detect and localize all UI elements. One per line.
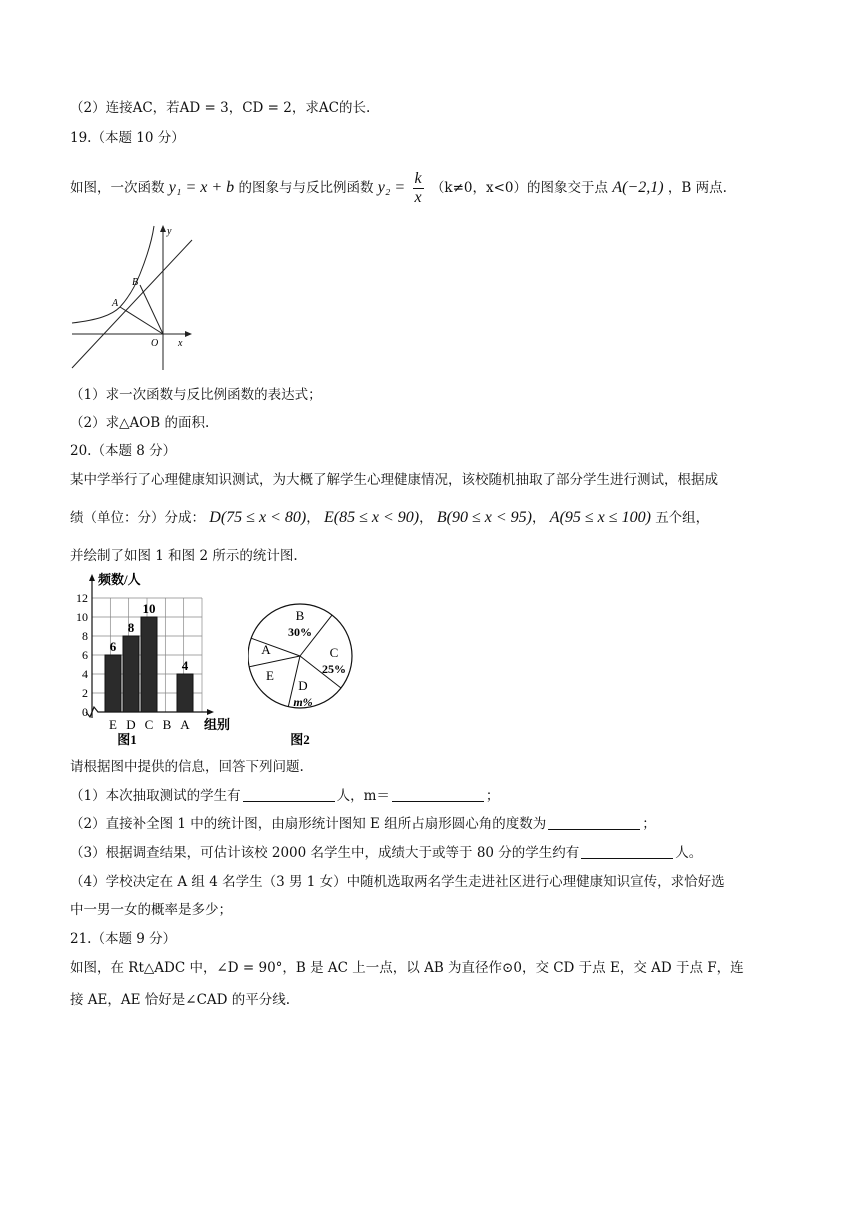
- q19-stem-c: ，B 两点.: [667, 180, 727, 196]
- q20-sub3-a: （3）根据调查结果，可估计该校 2000 名学生中，成绩大于或等于 80 分的学生约有: [70, 845, 580, 861]
- q20-sub1: [70, 786, 499, 806]
- q20-sub1-a: （1）本次抽取测试的学生有: [70, 788, 241, 804]
- q20-group-d: D(75 ≤ x < 80): [209, 509, 307, 526]
- bar-data-label: 6: [109, 639, 117, 654]
- q20-line2-prefix: 绩（单位：分）分成：: [70, 510, 205, 526]
- pie-label-A: A: [261, 642, 271, 657]
- y-tick-label: 4: [82, 667, 88, 681]
- q19-frac-den: x: [414, 189, 422, 206]
- answer-blank-angle[interactable]: [548, 815, 640, 830]
- q20-sub1-b: 人，m＝: [336, 788, 390, 804]
- q19-graph: [68, 222, 198, 372]
- graph-b-label: B: [132, 277, 139, 288]
- bar-D: [123, 636, 139, 712]
- bar-C: [141, 617, 157, 712]
- x-tick-label: E: [109, 717, 117, 732]
- q20-header: 20.（本题 8 分）: [70, 443, 177, 459]
- q18-part2: （2）连接AC，若AD = 3，CD = 2，求AC的长.: [70, 100, 371, 116]
- q20-sub2-a: （2）直接补全图 1 中的统计图，由扇形统计图知 E 组所占扇形圆心角的度数为: [70, 816, 547, 832]
- q19-stem-b: 的图象与与反比例函数: [238, 180, 374, 196]
- pie-label-D: D: [298, 678, 308, 693]
- x-axis-arrow: [207, 709, 214, 715]
- q20-group-e: E(85 ≤ x < 90): [323, 509, 420, 526]
- y-tick-label: 6: [82, 648, 88, 662]
- q19-part1: （1）求一次函数与反比例函数的表达式；: [70, 387, 322, 403]
- x-axis-title: 组别: [204, 717, 231, 732]
- x-tick-label: B: [162, 717, 172, 732]
- q20-line2: 绩（单位：分）分成： D(75 ≤ x < 80)， E(85 ≤ x < 90)， B(90 ≤ x < 95)， A(95 ≤ x ≤ 100) 五个组，: [70, 509, 710, 526]
- q21-header: 21.（本题 9 分）: [70, 931, 177, 947]
- bar-E: [105, 655, 121, 712]
- q19-cond: （k≠0，x<0）的图象交于点: [430, 180, 609, 196]
- pie-value-D: m%: [293, 695, 313, 709]
- q19-frac-num: k: [414, 170, 422, 187]
- pie-label-E: E: [266, 668, 274, 683]
- pie-label-C: C: [329, 645, 339, 660]
- y-tick-label: 12: [76, 591, 88, 605]
- bar-data-label: 10: [142, 601, 156, 616]
- q19-eq2-lhs: y₂ =: [377, 179, 406, 196]
- pie-value-B: 30%: [288, 625, 312, 639]
- q20-sub3: [70, 843, 702, 863]
- q20-line3: 并绘制了如图 1 和图 2 所示的统计图.: [70, 548, 298, 564]
- pie-label-B: B: [295, 608, 305, 623]
- y-axis-title: 频数/人: [98, 572, 141, 587]
- y-axis-arrow: [89, 574, 95, 581]
- q20-line2-suffix: 五个组，: [655, 510, 710, 526]
- q20-after: 请根据图中提供的信息，回答下列问题.: [70, 759, 304, 775]
- graph-x-label: x: [178, 338, 183, 349]
- q19-stem: [70, 170, 727, 207]
- chart-title: 图1: [117, 732, 137, 747]
- q20-sub4-line1: （4）学校决定在 A 组 4 名学生（3 男 1 女）中随机选取两名学生走进社区进行心理健康知识宣传，求恰好选: [70, 874, 725, 890]
- q19-part2: （2）求△AOB 的面积.: [70, 415, 210, 431]
- bar-A: [177, 674, 193, 712]
- y-tick-label: 2: [82, 686, 88, 700]
- bar-chart-fig1: [62, 572, 242, 750]
- x-tick-label: C: [144, 717, 154, 732]
- q20-sub3-b: 人。: [675, 845, 703, 861]
- pie-chart-fig2: [248, 594, 358, 750]
- y-tick-label: 8: [82, 629, 88, 643]
- x-tick-label: A: [180, 717, 190, 732]
- q19-eq1: y₁ = x + b: [168, 179, 235, 196]
- x-tick-label: D: [126, 717, 136, 732]
- q20-group-b: B(90 ≤ x < 95): [436, 509, 532, 526]
- answer-blank-count[interactable]: [243, 787, 335, 802]
- q19-header: 19.（本题 10 分）: [70, 130, 185, 146]
- q20-group-a: A(95 ≤ x ≤ 100): [549, 509, 651, 526]
- q20-line1: 某中学举行了心理健康知识测试，为大概了解学生心理健康情况，该校随机抽取了部分学生进行测试，根据成: [70, 472, 718, 488]
- chart-title: 图2: [290, 732, 310, 747]
- answer-blank-estimate[interactable]: [581, 844, 673, 859]
- q21-line1: 如图，在 Rt△ADC 中，∠D = 90°，B 是 AC 上一点，以 AB 为直径作⊙0，交 CD 于点 E，交 AD 于点 F，连: [70, 960, 744, 976]
- answer-blank-m[interactable]: [392, 787, 484, 802]
- q19-stem-a: 如图，一次函数: [70, 180, 165, 196]
- graph-y-label: y: [167, 226, 172, 237]
- graph-a-label: A: [112, 298, 119, 309]
- q20-sub1-c: ；: [485, 788, 500, 804]
- bar-data-label: 4: [181, 658, 189, 673]
- q20-sub4-line2: 中一男一女的概率是多少；: [70, 902, 232, 918]
- q19-fraction: [413, 170, 424, 207]
- pie-value-C: 25%: [322, 662, 346, 676]
- bar-data-label: 8: [127, 620, 135, 635]
- graph-origin-label: O: [151, 338, 159, 349]
- q20-sub2: [70, 814, 656, 834]
- q20-sub2-b: ；: [642, 816, 656, 832]
- q19-point-a: A(−2,1): [612, 179, 664, 196]
- y-tick-label: 10: [76, 610, 88, 624]
- y-tick-label: 0: [82, 705, 88, 719]
- q21-line2: 接 AE，AE 恰好是∠CAD 的平分线.: [70, 992, 291, 1008]
